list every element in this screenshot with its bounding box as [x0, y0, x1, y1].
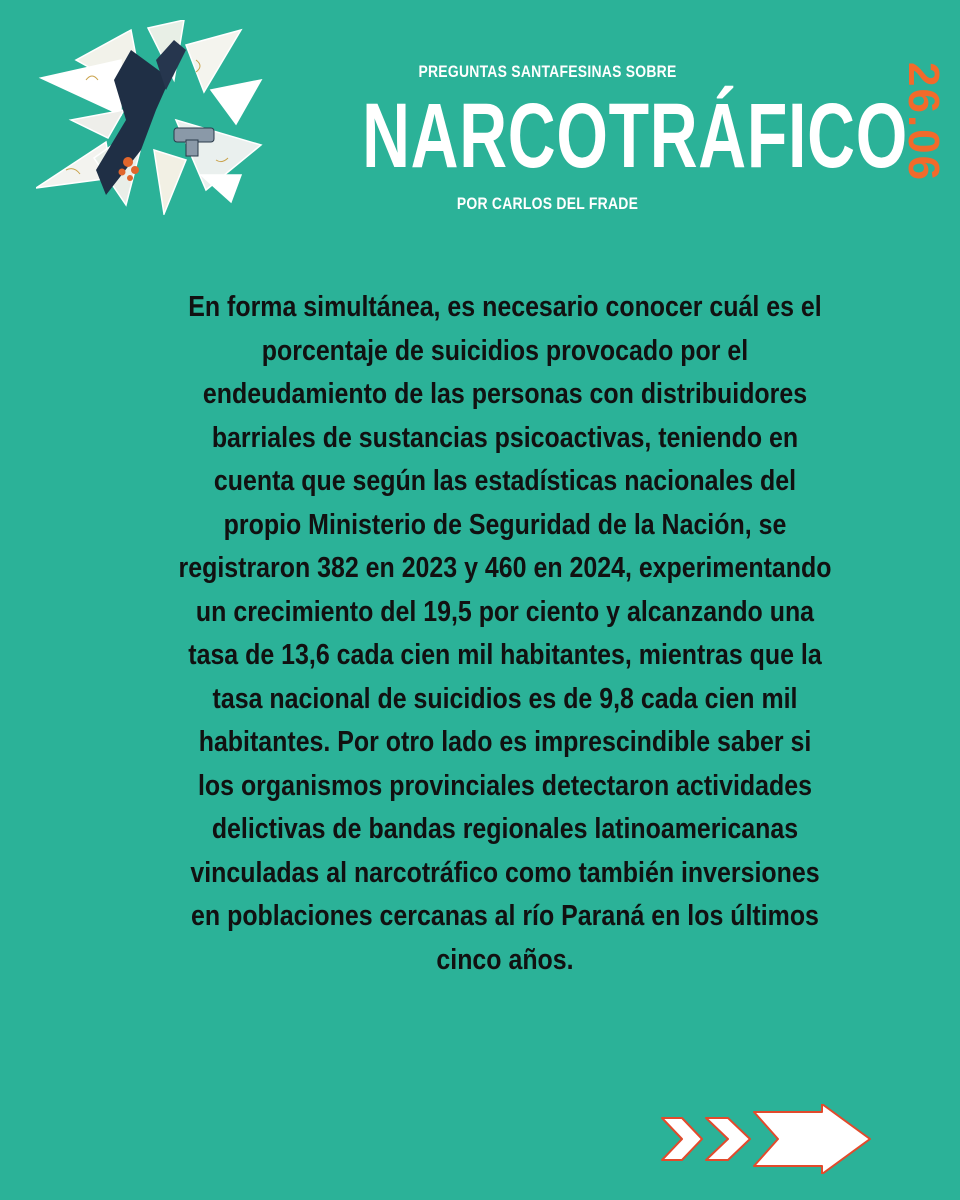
next-arrow-icon[interactable] — [660, 1104, 872, 1174]
date-label: 26.06 — [899, 61, 948, 183]
body-paragraph: En forma simultánea, es necesario conocer cuál es el porcentaje de suicidios provocado por el endeudamiento de las personas con distribuidores barriales de sustancias psicoactivas, teniendo en cuenta que según las estadísticas nacionales del propio Ministerio de Seguridad de la Nación, se registraron 382 en 2023 y 460 en 2024, experimentando un crecimiento del 19,5 por ciento y alcanzando una tasa de 13,6 cada cien mil habitantes, mientras que la tasa nacional de suicidios es de 9,8 cada cien mil habitantes. Por otro lado es imprescindible saber si los organismos provinciales detectaron actividades delictivas de bandas regionales latinoamericanas vinculadas al narcotráfico como también inversiones en poblaciones cercanas al río Paraná en los últimos cinco años. — [178, 291, 832, 976]
logo-icon — [36, 20, 276, 215]
header-kicker: PREGUNTAS SANTAFESINAS SOBRE — [418, 62, 677, 81]
author-byline: POR CARLOS DEL FRADE — [456, 194, 639, 213]
page-title: NARCOTRÁFICO — [362, 85, 908, 187]
